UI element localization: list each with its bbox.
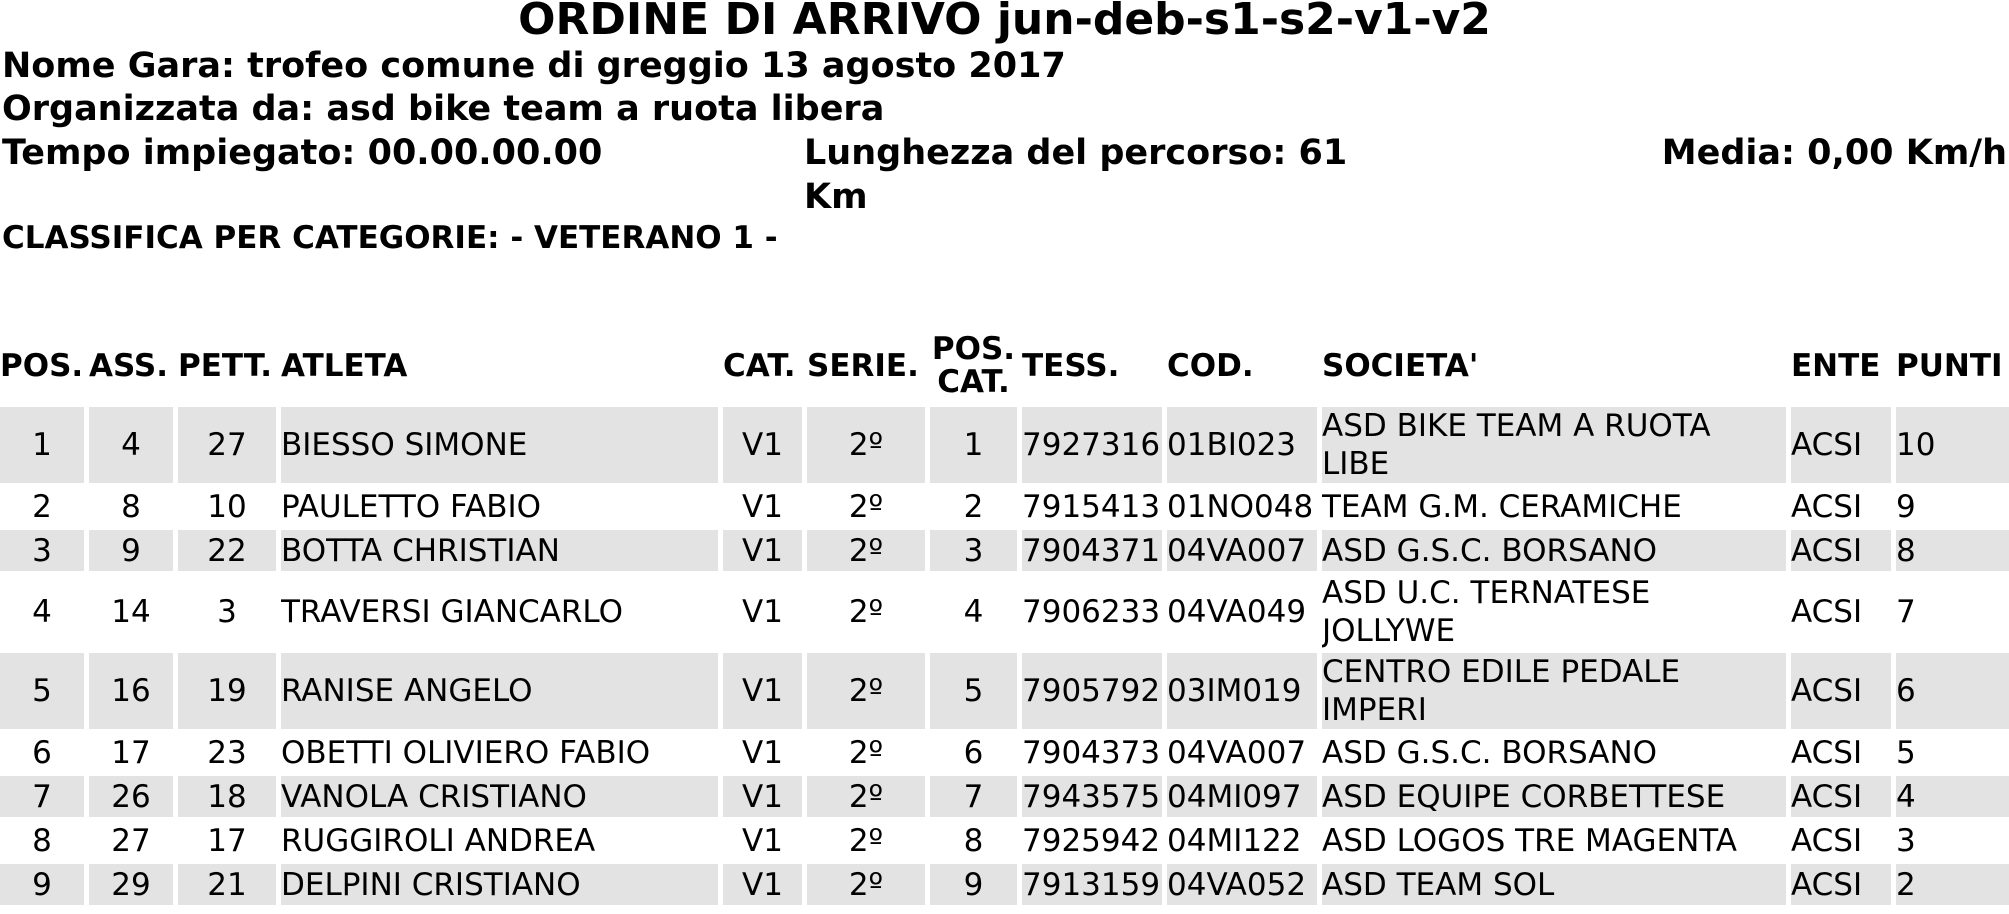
cell-pos: 3 [0, 530, 84, 571]
cell-cat: V1 [742, 734, 783, 771]
cell-cod: 04VA052 [1167, 864, 1317, 905]
table-row [0, 653, 2009, 729]
cell-punti: 10 [1896, 407, 2009, 483]
cell-pos-cat: 7 [930, 776, 1017, 817]
cell-ass: 9 [89, 530, 173, 571]
cell-atleta: PAULETTO FABIO [281, 488, 542, 525]
cell-pett: 3 [217, 594, 237, 630]
col-ass: ASS. [89, 347, 169, 384]
cell-cod: 04VA049 [1167, 594, 1307, 630]
cell-cat: V1 [723, 530, 802, 571]
table-row [0, 776, 2009, 817]
col-ente: ENTE [1791, 347, 1881, 384]
cell-pett: 21 [178, 864, 276, 905]
cell-pett: 27 [178, 407, 276, 483]
cell-societa: ASD EQUIPE CORBETTESE [1322, 776, 1786, 817]
cell-societa: ASD LOGOS TRE MAGENTA [1322, 822, 1737, 859]
cell-societa: ASD TEAM SOL [1322, 864, 1786, 905]
cell-serie: 2º [807, 864, 925, 905]
cell-ass: 14 [111, 594, 151, 630]
col-punti: PUNTI [1896, 347, 2003, 384]
cell-punti: 4 [1896, 776, 2009, 817]
page-title: ORDINE DI ARRIVO jun-deb-s1-s2-v1-v2 [518, 0, 1491, 45]
cell-ente: ACSI [1791, 407, 1891, 483]
cell-pos: 1 [0, 407, 84, 483]
cell-atleta: DELPINI CRISTIANO [281, 864, 718, 905]
table-row [0, 820, 2009, 861]
cell-atleta: VANOLA CRISTIANO [281, 776, 718, 817]
cell-societa: TEAM G.M. CERAMICHE [1322, 488, 1682, 525]
course-length: Lunghezza del percorso: 61 Km [804, 133, 1348, 217]
col-pos-cat: POS. CAT. [931, 331, 1016, 400]
cell-pos-cat: 1 [930, 407, 1017, 483]
col-atleta: ATLETA [281, 347, 408, 384]
cell-serie: 2º [848, 822, 884, 859]
col-pos: POS. [0, 347, 84, 384]
cell-ass: 26 [89, 776, 173, 817]
cell-serie: 2º [848, 734, 884, 771]
table-row [0, 407, 2009, 483]
category-ranking-heading: CLASSIFICA PER CATEGORIE: - VETERANO 1 - [2, 220, 778, 256]
cell-cat: V1 [723, 776, 802, 817]
cell-pos: 4 [32, 594, 52, 630]
cell-pos: 7 [0, 776, 84, 817]
cell-punti: 8 [1896, 530, 2009, 571]
table-row [0, 486, 2009, 527]
cell-pett: 18 [178, 776, 276, 817]
cell-cod: 03IM019 [1167, 653, 1317, 729]
cell-pos: 2 [32, 488, 52, 525]
cell-pett: 23 [207, 734, 247, 771]
cell-ass: 27 [111, 822, 151, 859]
cell-ass: 29 [89, 864, 173, 905]
cell-pos: 5 [0, 653, 84, 729]
cell-ente: ACSI [1791, 822, 1863, 859]
cell-ass: 4 [89, 407, 173, 483]
col-cod: COD. [1167, 347, 1254, 384]
cell-cat: V1 [723, 864, 802, 905]
cell-cod: 04MI097 [1167, 776, 1317, 817]
cell-cod: 04MI122 [1167, 822, 1302, 859]
cell-cat: V1 [742, 488, 783, 525]
cell-serie: 2º [807, 776, 925, 817]
cell-societa: ASD G.S.C. BORSANO [1322, 530, 1786, 571]
col-societa: SOCIETA' [1322, 347, 1479, 384]
cell-serie: 2º [848, 594, 884, 630]
cell-ente: ACSI [1791, 594, 1863, 630]
cell-pos-cat: 3 [930, 530, 1017, 571]
cell-serie: 2º [807, 530, 925, 571]
cell-pett: 19 [178, 653, 276, 729]
cell-serie: 2º [807, 407, 925, 483]
cell-tess: 7943575 [1022, 776, 1162, 817]
cell-tess: 7925942 [1022, 822, 1161, 859]
cell-ass: 16 [89, 653, 173, 729]
col-pett: PETT. [178, 347, 272, 384]
cell-cod: 04VA007 [1167, 530, 1317, 571]
col-tess: TESS. [1022, 347, 1120, 384]
cell-pos-cat: 9 [930, 864, 1017, 905]
cell-pos-cat: 8 [963, 822, 984, 859]
cell-cat: V1 [723, 653, 802, 729]
cell-atleta: TRAVERSI GIANCARLO [281, 594, 623, 630]
cell-pos-cat: 2 [963, 488, 984, 525]
cell-ente: ACSI [1791, 776, 1891, 817]
average-speed: Media: 0,00 Km/h [1661, 133, 2007, 173]
table-row [0, 574, 2009, 650]
cell-ente: ACSI [1791, 734, 1863, 771]
cell-pett: 17 [207, 822, 247, 859]
cell-pos-cat: 5 [930, 653, 1017, 729]
cell-punti: 6 [1896, 653, 2009, 729]
cell-serie: 2º [848, 488, 884, 525]
cell-punti: 9 [1896, 488, 1916, 525]
cell-societa: CENTRO EDILE PEDALE IMPERI [1322, 653, 1786, 729]
table-row [0, 732, 2009, 773]
header-row [0, 328, 2009, 404]
cell-punti: 7 [1896, 594, 1916, 630]
cell-pett: 22 [178, 530, 276, 571]
cell-punti: 5 [1896, 734, 1916, 771]
cell-pos: 9 [0, 864, 84, 905]
organizer: Organizzata da: asd bike team a ruota libera [2, 89, 885, 129]
elapsed-time: Tempo impiegato: 00.00.00.00 [2, 133, 603, 173]
cell-tess: 7913159 [1022, 864, 1162, 905]
cell-tess: 7906233 [1022, 594, 1161, 630]
cell-tess: 7905792 [1022, 653, 1162, 729]
cell-pos: 8 [32, 822, 52, 859]
cell-cat: V1 [742, 822, 783, 859]
cell-punti: 2 [1896, 864, 2009, 905]
cell-pos-cat: 4 [963, 594, 984, 630]
cell-pos: 6 [32, 734, 52, 771]
cell-cod: 01BI023 [1167, 407, 1317, 483]
cell-ass: 17 [111, 734, 151, 771]
cell-tess: 7904371 [1022, 530, 1162, 571]
cell-tess: 7915413 [1022, 488, 1161, 525]
cell-ente: ACSI [1791, 864, 1891, 905]
cell-ente: ACSI [1791, 530, 1891, 571]
cell-cat: V1 [742, 594, 783, 630]
cell-tess: 7927316 [1022, 407, 1162, 483]
cell-tess: 7904373 [1022, 734, 1161, 771]
col-cat: CAT. [723, 347, 796, 384]
table-row [0, 864, 2009, 905]
cell-pos-cat: 6 [963, 734, 984, 771]
table-row [0, 530, 2009, 571]
cell-punti: 3 [1896, 822, 1916, 859]
cell-atleta: RUGGIROLI ANDREA [281, 822, 596, 859]
cell-atleta: OBETTI OLIVIERO FABIO [281, 734, 651, 771]
cell-cod: 04VA007 [1167, 734, 1307, 771]
results-table [0, 325, 2009, 908]
col-serie: SERIE. [807, 347, 919, 384]
cell-societa: ASD U.C. TERNATESE JOLLYWE [1322, 575, 1651, 649]
cell-cod: 01NO048 [1167, 488, 1314, 525]
cell-atleta: RANISE ANGELO [281, 653, 718, 729]
cell-cat: V1 [723, 407, 802, 483]
cell-societa: ASD G.S.C. BORSANO [1322, 734, 1658, 771]
cell-atleta: BIESSO SIMONE [281, 407, 718, 483]
cell-ente: ACSI [1791, 653, 1891, 729]
cell-ente: ACSI [1791, 488, 1863, 525]
cell-pett: 10 [207, 488, 247, 525]
cell-serie: 2º [807, 653, 925, 729]
cell-societa: ASD BIKE TEAM A RUOTA LIBE [1322, 407, 1786, 483]
race-name: Nome Gara: trofeo comune di greggio 13 agosto 2017 [2, 46, 1066, 86]
cell-ass: 8 [121, 488, 141, 525]
cell-atleta: BOTTA CHRISTIAN [281, 530, 718, 571]
